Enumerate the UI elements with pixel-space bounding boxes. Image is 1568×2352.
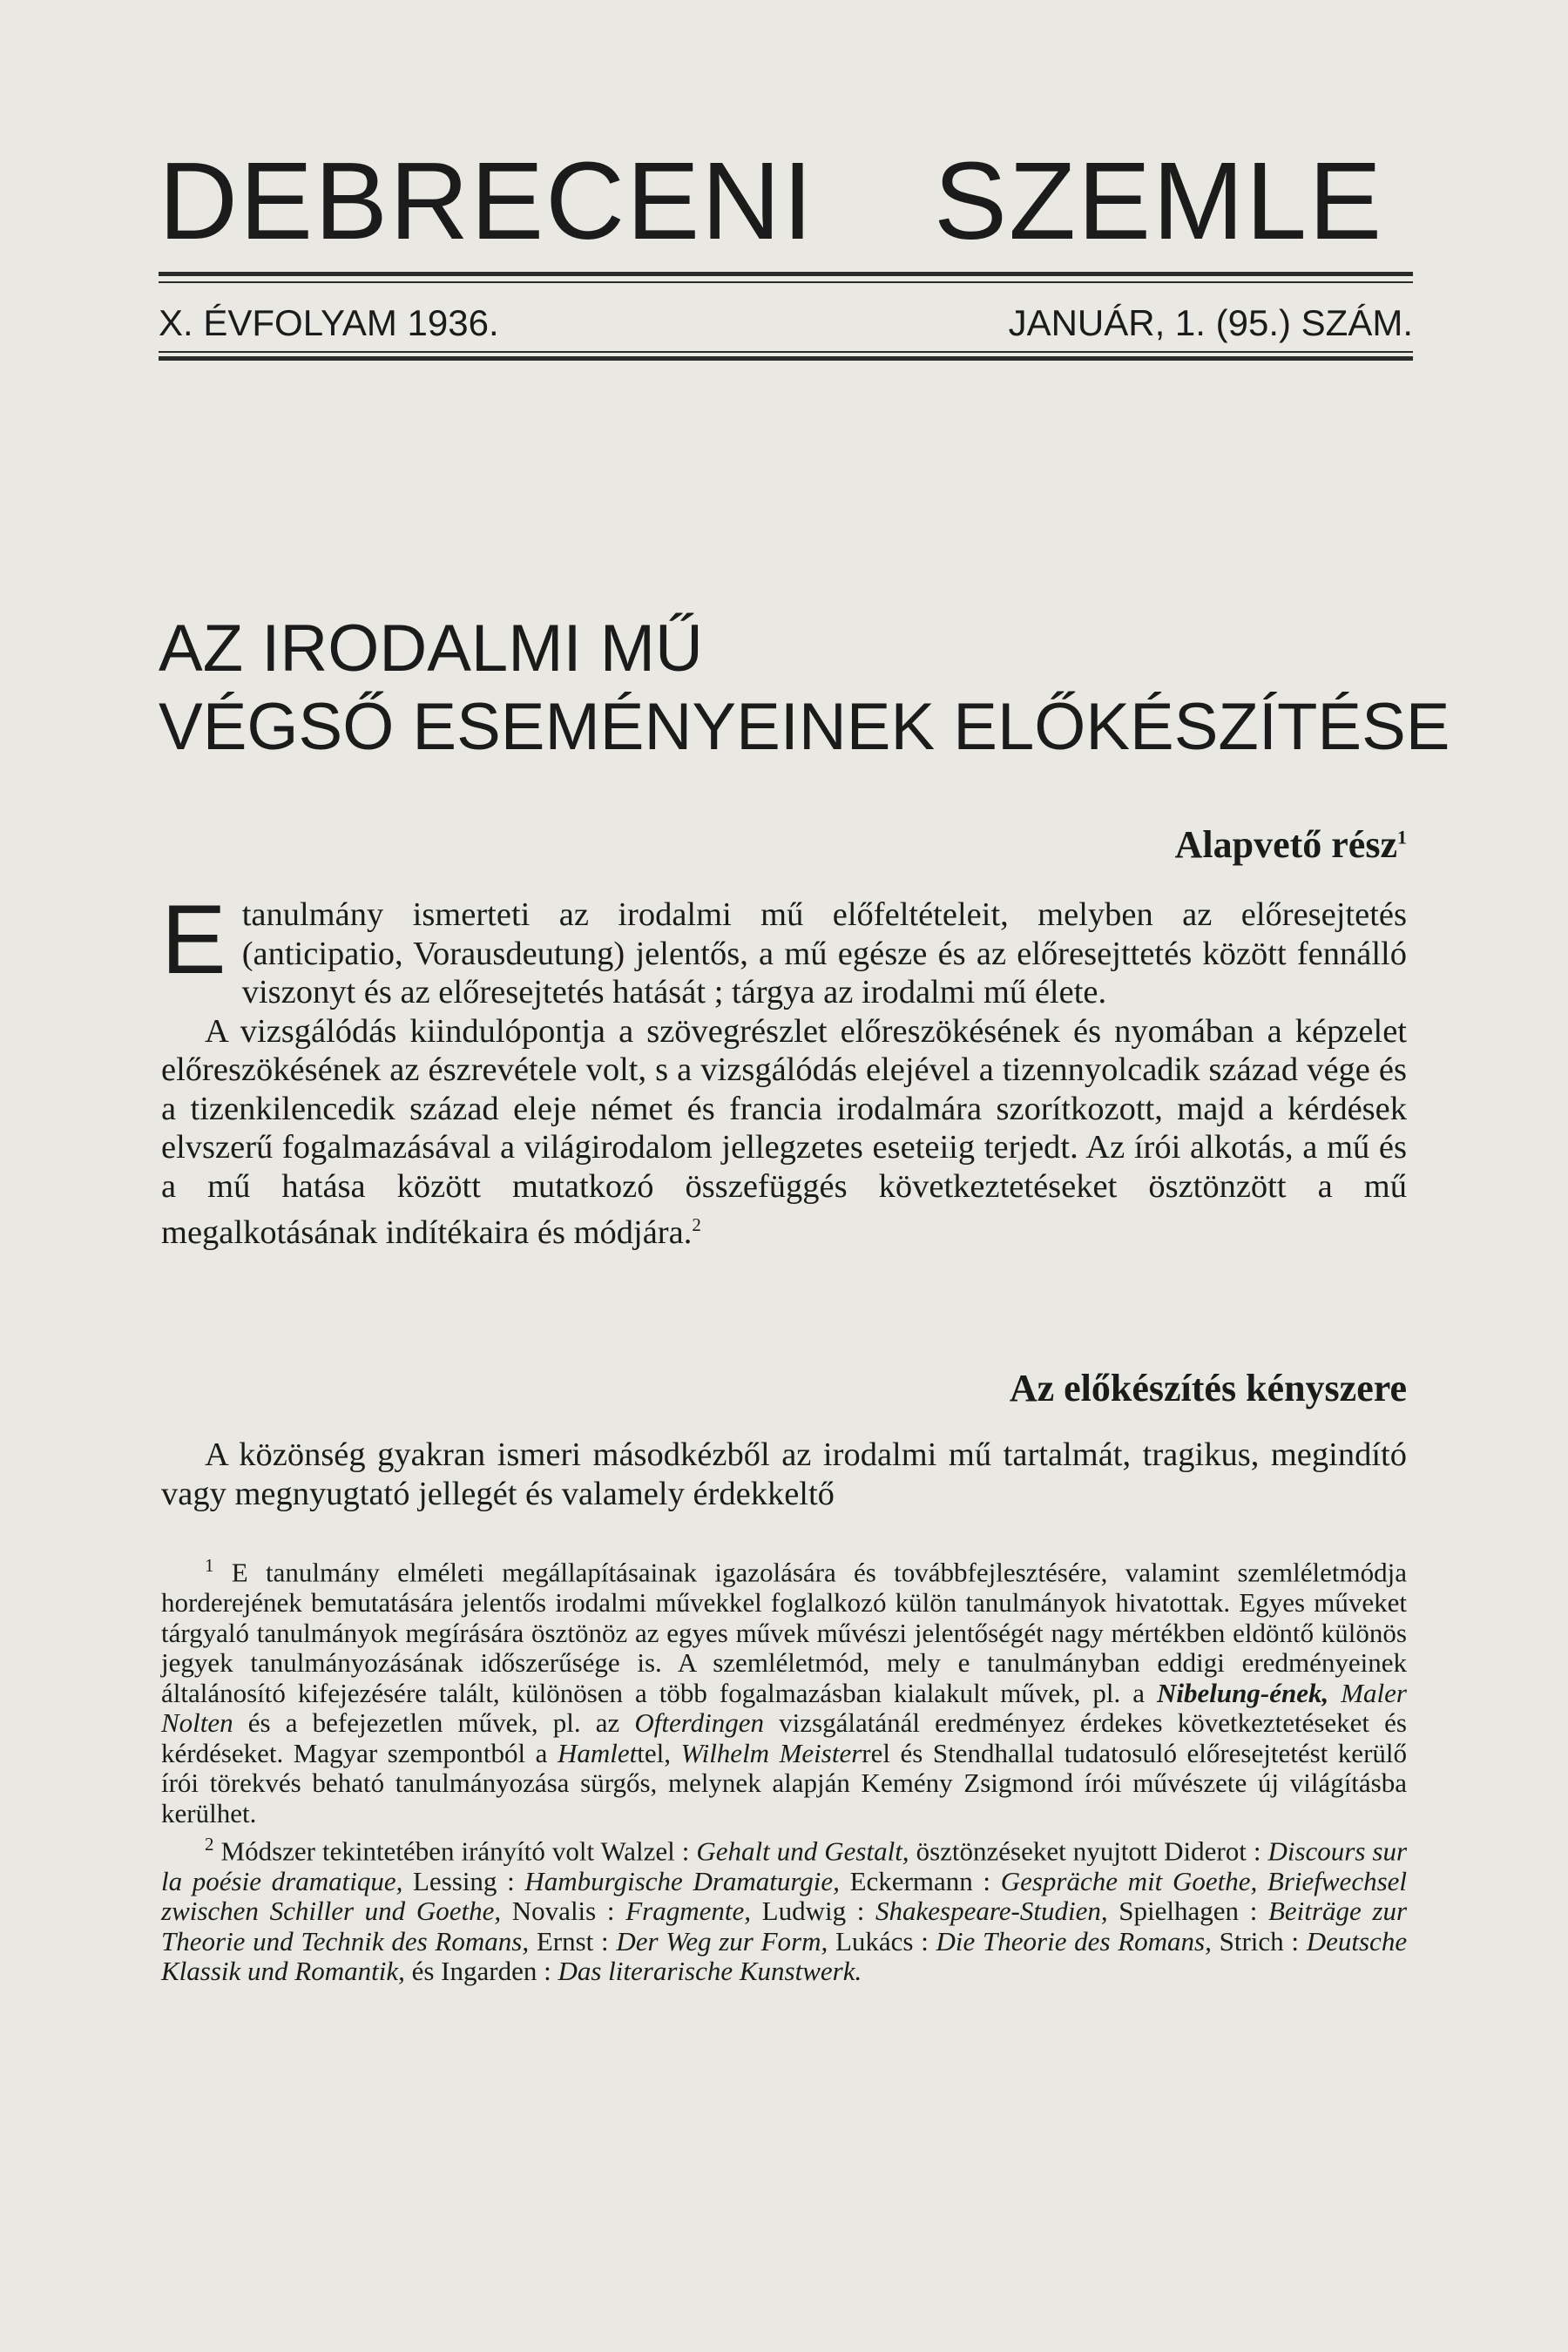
footnote-text: Spielhagen : [1119,1896,1258,1927]
work-title: Nibelung-ének, [1157,1677,1329,1708]
footnote-text: tel, [637,1737,671,1768]
issue-rule-thick [159,356,1413,361]
footnote-text: rel és Stendhallal tudatosuló előresejtetést kerülő írói törekvés beható tanulmányozása sürgős, melynek alapján Kemény Zsigmond írói művészete új világításba kerülhet. [161,1737,1408,1829]
footnote-1 [161,1551,1407,1829]
footnote-ref-2: 2 [692,1214,701,1235]
paragraph-text: A közönség gyakran ismeri másodkézből az irodalmi mű tartalmát, tragikus, megindító vagy megnyugtató jellegét és valamely érdekkeltő [161,1436,1407,1512]
footnote-text: ösztönzéseket nyujtott Diderot : [916,1835,1261,1866]
masthead-title-word1: DEBRECENI [159,139,815,262]
section-heading-fundamentals [1174,823,1407,866]
paragraph [161,1436,1407,1513]
work-title: Ofterdingen [634,1707,765,1739]
article-title-line2: VÉGSŐ ESEMÉNYEINEK ELŐKÉSZÍTÉSE [159,690,1450,764]
work-title: Das literarische Kunstwerk. [558,1956,862,1987]
footnote-text: Eckermann : [849,1865,991,1896]
footnotes [161,1551,1407,1987]
footnote-text: Ernst : [536,1925,609,1957]
paragraph-text: tanulmány ismerteti az irodalmi mű előfeltételeit, melyben az előresejtetés (anticipatio, Vorausdeutung) jelentős, a mű egésze és az előresejttetés között fennálló viszonyt és az előresejtetés hatását ; tárgya az irodalmi mű élete. [241,896,1407,1010]
footnote-text: és a befejezetlen művek, pl. az [247,1707,620,1739]
work-title: Maler Nolten [161,1677,1407,1739]
masthead-title [159,139,1413,262]
footnote-text: Strich : [1219,1925,1299,1957]
work-title: Hamburgische Dramaturgie, [524,1865,840,1896]
work-title: Hamlet [557,1737,638,1768]
issue-line [159,302,1413,343]
footnote-mark: 1 [205,1555,214,1576]
masthead-rule-top [159,272,1413,276]
work-title: Deutsche Klassik und Romantik, [161,1925,1408,1987]
work-title: Gespräche mit Goethe, Briefwechsel zwischen Schiller und Goethe, [161,1865,1408,1927]
footnote-text: Ludwig : [761,1896,865,1927]
body-text-intro [161,885,1407,1252]
work-title: Die Theorie des Romans, [936,1925,1212,1957]
footnote-text: Módszer tekintetében irányító volt Walzel : [220,1835,690,1866]
body-text-preparation [161,1436,1407,1513]
masthead-rule-top-thin [159,281,1413,283]
footnote-text: Lukács : [835,1925,929,1957]
work-title: Shakespeare-Studien, [875,1896,1108,1927]
work-title: Wilhelm Meister [680,1737,862,1768]
paragraph [161,1012,1407,1253]
work-title: Fragmente, [625,1896,751,1927]
work-title: Discours sur la poésie dramatique, [161,1835,1408,1896]
section-heading-preparation [1010,1369,1407,1408]
footnote-mark: 2 [205,1833,214,1855]
section-heading-text: Alapvető rész [1174,823,1397,866]
work-title: Gehalt und Gestalt, [696,1835,909,1866]
work-title: Der Weg zur Form, [616,1925,828,1957]
drop-cap: E [161,885,226,994]
footnote-text: vizsgálatánál eredményez érdekes következtetéseket és kérdéseket. Magyar szempontból a [161,1707,1407,1768]
paragraph-text: A vizsgálódás kiindulópontja a szövegrészlet előreszökésének és nyomában a képzelet előreszökésének az észrevétele volt, s a vizsgálódás elejével a tizennyolcadik század vége és a tizenkilencedik század eleje német és francia irodalmára szorítkozott, majd a kérdések elvszerű fogalmazásával a világirodalom jellegzetes eseteiig terjedt. Az írói alkotás, a mű és a mű hatása között mutatkozó összefüggés következtetéseket ösztönzött a mű megalkotásának indítékaira és módjára. [161,1012,1407,1251]
footnote-text: Lessing : [413,1865,515,1896]
footnote-2 [161,1829,1407,1987]
issue-date: JANUÁR, 1. (95.) SZÁM. [1008,302,1413,343]
section-heading-text: Az előkészítés kényszere [1009,1367,1407,1409]
footnote-ref-1: 1 [1397,826,1407,848]
work-title: Beiträge zur Theorie und Technik des Romans, [161,1896,1408,1957]
issue-rule-thin [159,351,1413,353]
paragraph [161,885,1407,1012]
article-title [159,610,1450,767]
masthead-title-word2: SZEMLE [934,139,1384,262]
volume-year: X. ÉVFOLYAM 1936. [159,302,499,343]
article-title-line1: AZ IRODALMI MŰ [159,612,703,686]
footnote-text: és Ingarden : [411,1956,551,1987]
footnote-text: Novalis : [511,1896,615,1927]
footnote-text: E tanulmány elméleti megállapításainak igazolására és továbbfejlesztésére, valamint szemléletmódja horderejének bemutatására jelentős irodalmi művekkel foglalkozó külön tanulmányok hivatottak. Egyes műveket tárgyaló tanulmányok megírására ösztönöz az egyes művek művészi jelentőségét nagy mértékben eldöntő különös jegyek tanulmányozásának időszerűsége is. A szemléletmód, mely e tanulmányban eddigi eredményeinek általánosító kifejezésére talált, különösen a több fogalmazásban kialakult művek, pl. a [161,1557,1407,1708]
